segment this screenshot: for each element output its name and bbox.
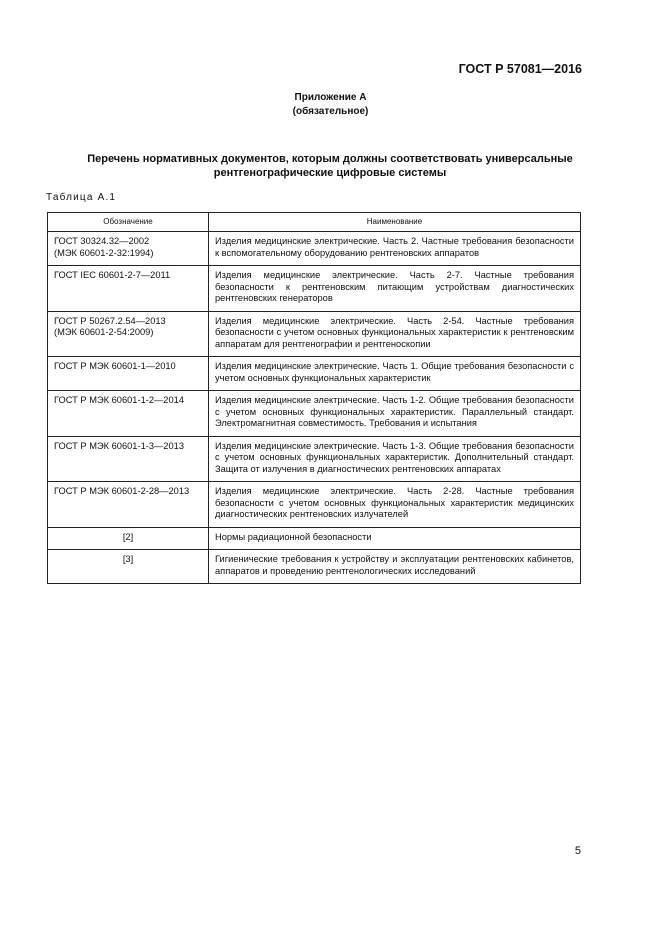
- document-heading: Перечень нормативных документов, которым должны соответствовать универсальные рентгенографические цифровые системы: [87, 153, 573, 179]
- designation-cell: ГОСТ 30324.32—2002 (МЭК 60601-2-32:1994): [48, 232, 209, 266]
- table-row: [48, 527, 581, 550]
- name-cell: Изделия медицинские электрические. Часть 1. Общие требования безопасности с учетом основных функциональных характеристик: [209, 357, 581, 391]
- table-row: [48, 391, 581, 437]
- name-cell: Изделия медицинские электрические. Часть 2. Частные требования безопасности к вспомогательному оборудованию рентгеновских аппаратов: [209, 232, 581, 266]
- table-row: [48, 436, 581, 482]
- table-header-row: [48, 213, 581, 232]
- table-caption: Таблица А.1: [46, 192, 117, 203]
- page-number: 5: [574, 845, 581, 857]
- designation-cell: ГОСТ Р 50267.2.54—2013 (МЭК 60601-2-54:2009): [48, 311, 209, 357]
- appendix-title: Приложение А: [294, 92, 367, 103]
- name-cell: Гигиенические требования к устройству и эксплуатации рентгеновских кабинетов, аппаратов и проведению рентгенологических исследований: [209, 550, 581, 584]
- name-cell: Изделия медицинские электрические. Часть 1-2. Общие требования безопасности с учетом основных функциональных характеристик. Параллельный стандарт. Электромагнитная совместимость. Требования и испытания: [209, 391, 581, 437]
- designation-cell: ГОСТ Р МЭК 60601-1-2—2014: [48, 391, 209, 437]
- table-row: [48, 311, 581, 357]
- designation-cell: ГОСТ Р МЭК 60601-1—2010: [48, 357, 209, 391]
- name-cell: Изделия медицинские электрические. Часть 1-3. Общие требования безопасности с учетом основных функциональных характеристик. Дополнительный стандарт. Защита от излучения в диагностических рентгеновских аппаратах: [209, 436, 581, 482]
- column-header-name: Наименование: [209, 213, 581, 232]
- designation-cell: ГОСТ Р МЭК 60601-2-28—2013: [48, 482, 209, 528]
- table-row: [48, 482, 581, 528]
- name-cell: Изделия медицинские электрические. Часть 2-28. Частные требования безопасности с учетом основных функциональных характеристик медицинских диагностических рентгеновских излучателей: [209, 482, 581, 528]
- name-cell: Нормы радиационной безопасности: [209, 527, 581, 550]
- table-row: [48, 550, 581, 584]
- designation-cell: [2]: [48, 527, 209, 550]
- appendix-subtitle: (обязательное): [292, 106, 369, 117]
- name-cell: Изделия медицинские электрические. Часть 2-54. Частные требования безопасности с учетом основных функциональных характеристик к рентгеновским аппаратам для рентгенографии и рентгеноскопии: [209, 311, 581, 357]
- table-row: [48, 232, 581, 266]
- designation-cell: ГОСТ Р МЭК 60601-1-3—2013: [48, 436, 209, 482]
- designation-cell: [3]: [48, 550, 209, 584]
- appendix-title-block: [0, 91, 661, 119]
- standard-id: ГОСТ Р 57081—2016: [458, 62, 582, 76]
- column-header-designation: Обозначение: [48, 213, 209, 232]
- normative-documents-table: [47, 212, 581, 584]
- name-cell: Изделия медицинские электрические. Часть 2-7. Частные требования безопасности к рентгеновским питающим устройствам диагностических рентгеновских генераторов: [209, 266, 581, 312]
- table-row: [48, 357, 581, 391]
- table-row: [48, 266, 581, 312]
- designation-cell: ГОСТ IEC 60601-2-7—2011: [48, 266, 209, 312]
